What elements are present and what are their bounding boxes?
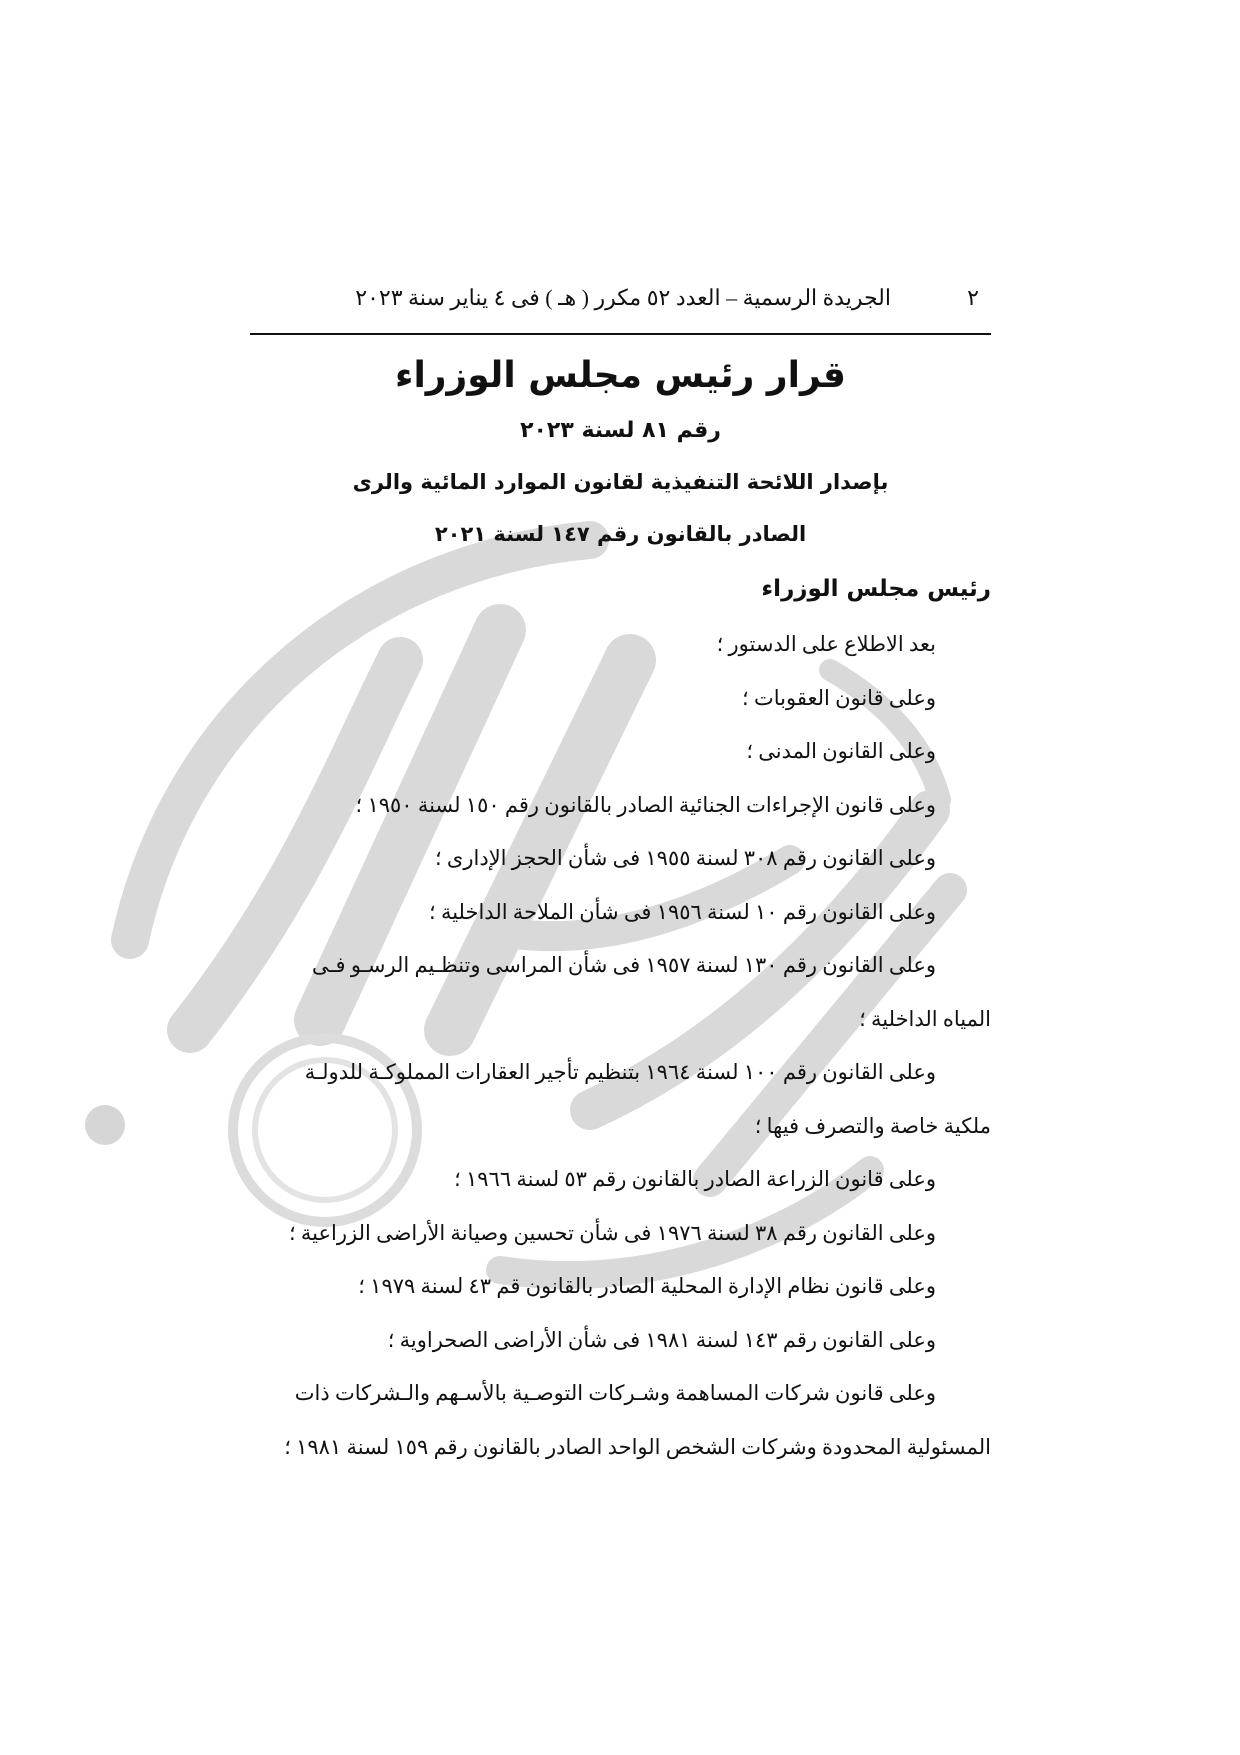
- preamble-clause: المسئولية المحدودة وشركات الشخص الواحد الصادر بالقانون رقم ١٥٩ لسنة ١٩٨١ ؛: [284, 1434, 991, 1459]
- preamble-clause: وعلى قانون نظام الإدارة المحلية الصادر بالقانون قم ٤٣ لسنة ١٩٧٩ ؛: [358, 1274, 936, 1298]
- preamble-clauses: [250, 629, 991, 1485]
- preamble-clause: وعلى القانون المدنى ؛: [746, 739, 936, 763]
- preamble-clause: وعلى القانون رقم ١٠ لسنة ١٩٥٦ فى شأن الملاحة الداخلية ؛: [429, 899, 936, 924]
- running-header: [250, 285, 991, 321]
- decree-subject-line-2: الصادر بالقانون رقم ١٤٧ لسنة ٢٠٢١: [434, 522, 807, 546]
- preamble-clause: وعلى قانون الزراعة الصادر بالقانون رقم ٥٣ لسنة ١٩٦٦ ؛: [454, 1167, 936, 1191]
- preamble-clause: وعلى القانون رقم ١٠٠ لسنة ١٩٦٤ بتنظيم تأجير العقارات المملوكـة للدولـة: [304, 1060, 936, 1084]
- preamble-clause: وعلى القانون رقم ٣٠٨ لسنة ١٩٥٥ فى شأن الحجز الإدارى ؛: [435, 846, 936, 870]
- preamble-clause: وعلى القانون رقم ١٣٠ لسنة ١٩٥٧ فى شأن المراسى وتنظـيم الرسـو فـى: [311, 953, 936, 977]
- preamble-clause: وعلى قانون العقوبات ؛: [742, 685, 936, 710]
- preamble-clause: وعلى القانون رقم ١٤٣ لسنة ١٩٨١ فى شأن الأراضى الصحراوية ؛: [387, 1327, 936, 1352]
- preamble-clause: وعلى قانون الإجراءات الجنائية الصادر بالقانون رقم ١٥٠ لسنة ١٩٥٠ ؛: [355, 792, 936, 817]
- preamble-clause: وعلى القانون رقم ٣٨ لسنة ١٩٧٦ فى شأن تحسين وصيانة الأراضى الزراعية ؛: [288, 1220, 936, 1245]
- preamble-clause: وعلى قانون شركات المساهمة وشـركات التوصـية بالأسـهم والـشركات ذات: [294, 1381, 936, 1405]
- gazette-header-text: الجريدة الرسمية – العدد ٥٢ مكرر ( هـ ) فى ٤ يناير سنة ٢٠٢٣: [355, 285, 891, 310]
- preamble-clause: بعد الاطلاع على الدستور ؛: [716, 632, 936, 656]
- header-divider: [250, 333, 991, 335]
- preamble-clause: ملكية خاصة والتصرف فيها ؛: [754, 1113, 991, 1138]
- decree-subject-line-1: بإصدار اللائحة التنفيذية لقانون الموارد المائية والرى: [352, 470, 889, 494]
- decree-title: قرار رئيس مجلس الوزراء: [395, 355, 846, 396]
- decree-number: رقم ٨١ لسنة ٢٠٢٣: [520, 418, 721, 443]
- issuer-heading: رئيس مجلس الوزراء: [761, 576, 991, 602]
- page-number: ٢: [967, 285, 979, 310]
- preamble-clause: المياه الداخلية ؛: [859, 1006, 991, 1031]
